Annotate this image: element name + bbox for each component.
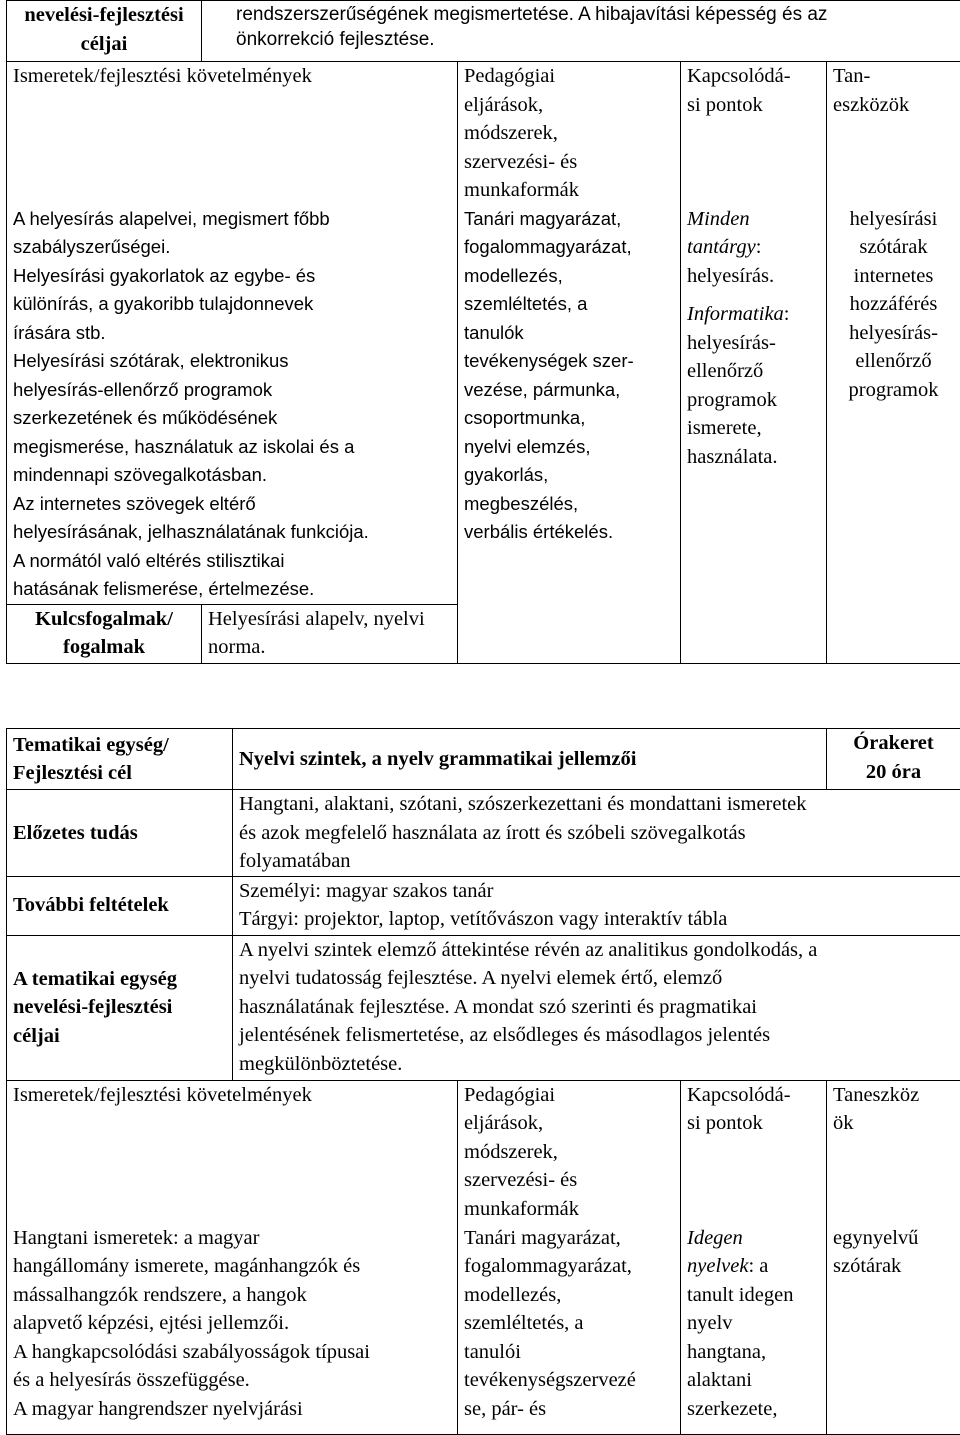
- conditions-row: [7, 876, 960, 935]
- connections-content: Minden tantárgy: helyesírás. Informatika: helyesírás- ellenőrző programok ismerete, használata.: [681, 205, 827, 664]
- header-connections: Kapcsolódá- si pontok: [681, 62, 827, 205]
- header-methods: Pedagógiai eljárások, módszerek, szervezési- és munkaformák: [458, 62, 681, 205]
- unit-goals-label: A tematikai egység nevelési-fejlesztési céljai: [7, 935, 233, 1080]
- unit-label: Tematikai egység/ Fejlesztési cél: [7, 729, 233, 790]
- methods-content: Tanári magyarázat, fogalommagyarázat, modellezés, szemléltetés, a tanulók tevékenységek szer- vezése, pármunka, csoportmunka, nyelvi elemzés, gyakorlás, megbeszélés, verbális értékelés.: [458, 205, 681, 664]
- goals-label: nevelési-fejlesztési céljai: [7, 1, 202, 62]
- tools-content: helyesírási szótárak internetes hozzáférés helyesírás- ellenőrző programok: [827, 205, 960, 664]
- requirements-content-2: Hangtani ismeretek: a magyar hangállomány ismerete, magánhangzók és mássalhangzók rendszere, a hangok alapvető képzési, ejtési jellemzői. A hangkapcsolódási szabályosságok típusai és a helyesírás összefüggése. A magyar hangrendszer nyelvjárási: [7, 1224, 458, 1435]
- unit-goals-row: [7, 935, 960, 1080]
- content-row-2: [7, 1224, 960, 1435]
- curriculum-table-2: [6, 728, 960, 1435]
- tools-content-2: egynyelvű szótárak: [827, 1224, 960, 1435]
- header-requirements-2: Ismeretek/fejlesztési követelmények: [7, 1080, 458, 1224]
- header-connections-2: Kapcsolódá- si pontok: [681, 1080, 827, 1224]
- goals-row: [7, 1, 960, 62]
- conditions-label: További feltételek: [7, 876, 233, 935]
- prior-knowledge-label: Előzetes tudás: [7, 790, 233, 877]
- curriculum-table-1: [6, 0, 960, 664]
- header-tools-2: Taneszköz ök: [827, 1080, 960, 1224]
- header-methods-2: Pedagógiai eljárások, módszerek, szervezési- és munkaformák: [458, 1080, 681, 1224]
- unit-goals-text: A nyelvi szintek elemző áttekintése révén az analitikus gondolkodás, a nyelvi tudatosság fejlesztése. A nyelvi elemek értő, elemző használatának fejlesztése. A mondat szó szerinti és pragmatikai jelentésének felismertetése, az elsődleges és másodlagos jelentés megkülönböztetése.: [233, 935, 960, 1080]
- unit-title-row: [7, 729, 960, 790]
- goals-text: rendszerszerűségének megismertetése. A hibajavítási képesség és az önkorrekció fejlesztése.: [202, 1, 960, 62]
- header-requirements: Ismeretek/fejlesztési követelmények: [7, 62, 458, 205]
- connections-content-2: Idegen nyelvek: a tanult idegen nyelv hangtana, alaktani szerkezete,: [681, 1224, 827, 1435]
- header-row-2: [7, 1080, 960, 1224]
- hours-box: Órakeret 20 óra: [827, 729, 960, 790]
- requirements-content: A helyesírás alapelvei, megismert főbb szabályszerűségei. Helyesírási gyakorlatok az egybe- és különírás, a gyakoribb tulajdonnevek írására stb. Helyesírási szótárak, elektronikus helyesírás-ellenőrző programok szerkezetének és működésének megismerése, használatuk az iskolai és a mindennapi szövegalkotásban. Az internetes szövegek eltérő helyesírásának, jelhasználatának funkciója. A normától való eltérés stilisztikai hatásának felismerése, értelmezése.: [7, 205, 458, 605]
- header-tools: Tan- eszközök: [827, 62, 960, 205]
- conditions-text: Személyi: magyar szakos tanár Tárgyi: projektor, laptop, vetítővászon vagy interaktív tábla: [233, 876, 960, 935]
- key-concepts-value: Helyesírási alapelv, nyelvi norma.: [202, 604, 458, 663]
- prior-knowledge-text: Hangtani, alaktani, szótani, szószerkezettani és mondattani ismeretek és azok megfelelő használata az írott és szóbeli szövegalkotás folyamatában: [233, 790, 960, 877]
- prior-knowledge-row: [7, 790, 960, 877]
- unit-title: Nyelvi szintek, a nyelv grammatikai jellemzői: [233, 729, 827, 790]
- key-concepts-label: Kulcsfogalmak/ fogalmak: [7, 604, 202, 663]
- header-row: [7, 62, 960, 205]
- methods-content-2: Tanári magyarázat, fogalommagyarázat, modellezés, szemléltetés, a tanulói tevékenységszervezé se, pár- és: [458, 1224, 681, 1435]
- content-row: [7, 205, 960, 605]
